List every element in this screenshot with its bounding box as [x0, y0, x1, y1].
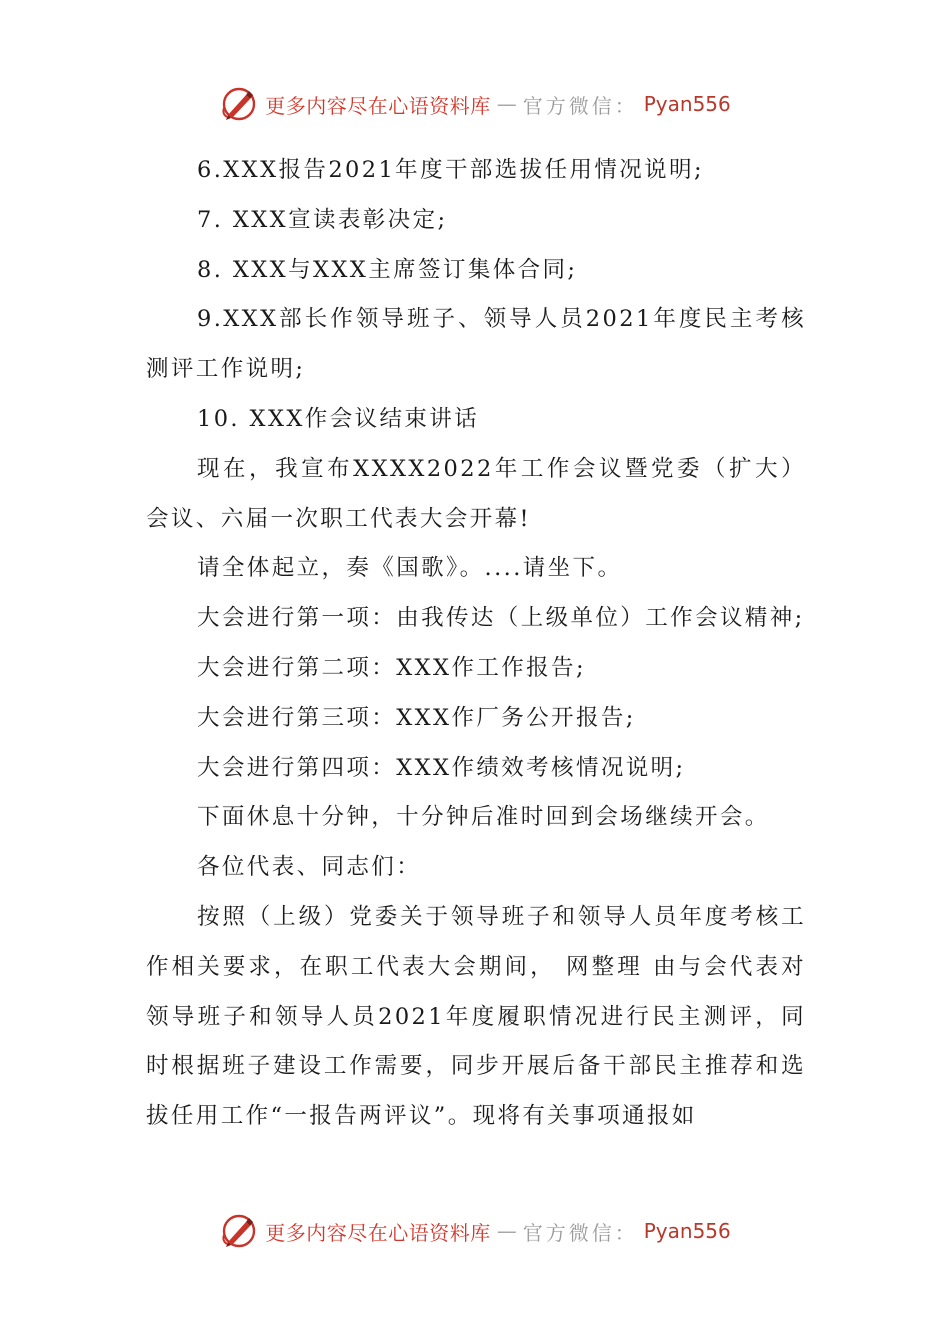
paragraph-item-8: 8. XXX与XXX主席签订集体合同; [197, 256, 578, 283]
footer-banner-text: 更多内容尽在心语资料库 [265, 1220, 491, 1245]
pen-logo-icon [219, 1211, 259, 1251]
paragraph-item-10: 10. XXX作会议结束讲话 [197, 405, 480, 432]
paragraph-agenda-item-1: 大会进行第一项：由我传达（上级单位）工作会议精神; [197, 605, 805, 632]
paragraph-item-6: 6.XXX报告2021年度干部选拔任用情况说明; [197, 157, 704, 183]
paragraph-national-anthem: 请全体起立，奏《国歌》。....请坐下。 [197, 555, 623, 582]
footer-wechat-label: 官方微信： [522, 1220, 638, 1245]
paragraph-agenda-item-3: 大会进行第三项：XXX作厂务公开报告; [197, 704, 636, 731]
paragraph-agenda-item-4: 大会进行第四项：XXX作绩效考核情况说明; [197, 754, 686, 781]
footer-wechat-id: Pyan556 [643, 1219, 731, 1243]
paragraph-greeting: 各位代表、同志们： [197, 854, 422, 881]
paragraph-item-7: 7. XXX宣读表彰决定; [197, 206, 448, 233]
footer-banner-separator: — [496, 1219, 517, 1243]
header-banner-text: 更多内容尽在心语资料库 [265, 93, 491, 118]
header-banner-content [219, 84, 731, 124]
paragraph-break-notice: 下面休息十分钟，十分钟后准时回到会场继续开会。 [197, 804, 770, 831]
paragraph-agenda-item-2: 大会进行第二项：XXX作工作报告; [197, 654, 586, 681]
header-wechat-label: 官方微信： [522, 93, 638, 118]
paragraph-evaluation-notice: 按照（上级）党委关于领导班子和领导人员年度考核工作相关要求，在职工代表大会期间， 网整理 由与会代表对领导班子和领导人员2021年度履职情况进行民主测评，同时根据班子建设工作需要，同步开展后备干部民主推荐和选拔任用工作“一报告两评议”。现将有关事项通报如 [146, 903, 806, 1130]
paragraph-opening-announcement: 现在，我宣布XXXX2022年工作会议暨党委（扩大）会议、六届一次职工代表大会开幕! [146, 455, 806, 532]
header-banner-separator: — [496, 92, 517, 116]
header-wechat-id: Pyan556 [643, 92, 731, 116]
header-banner [0, 82, 950, 126]
document-body [146, 146, 806, 1142]
pen-logo-icon [219, 84, 259, 124]
footer-banner [0, 1209, 950, 1253]
paragraph-item-9: 9.XXX部长作领导班子、领导人员2021年度民主考核测评工作说明; [146, 306, 806, 383]
footer-banner-content [219, 1211, 731, 1251]
